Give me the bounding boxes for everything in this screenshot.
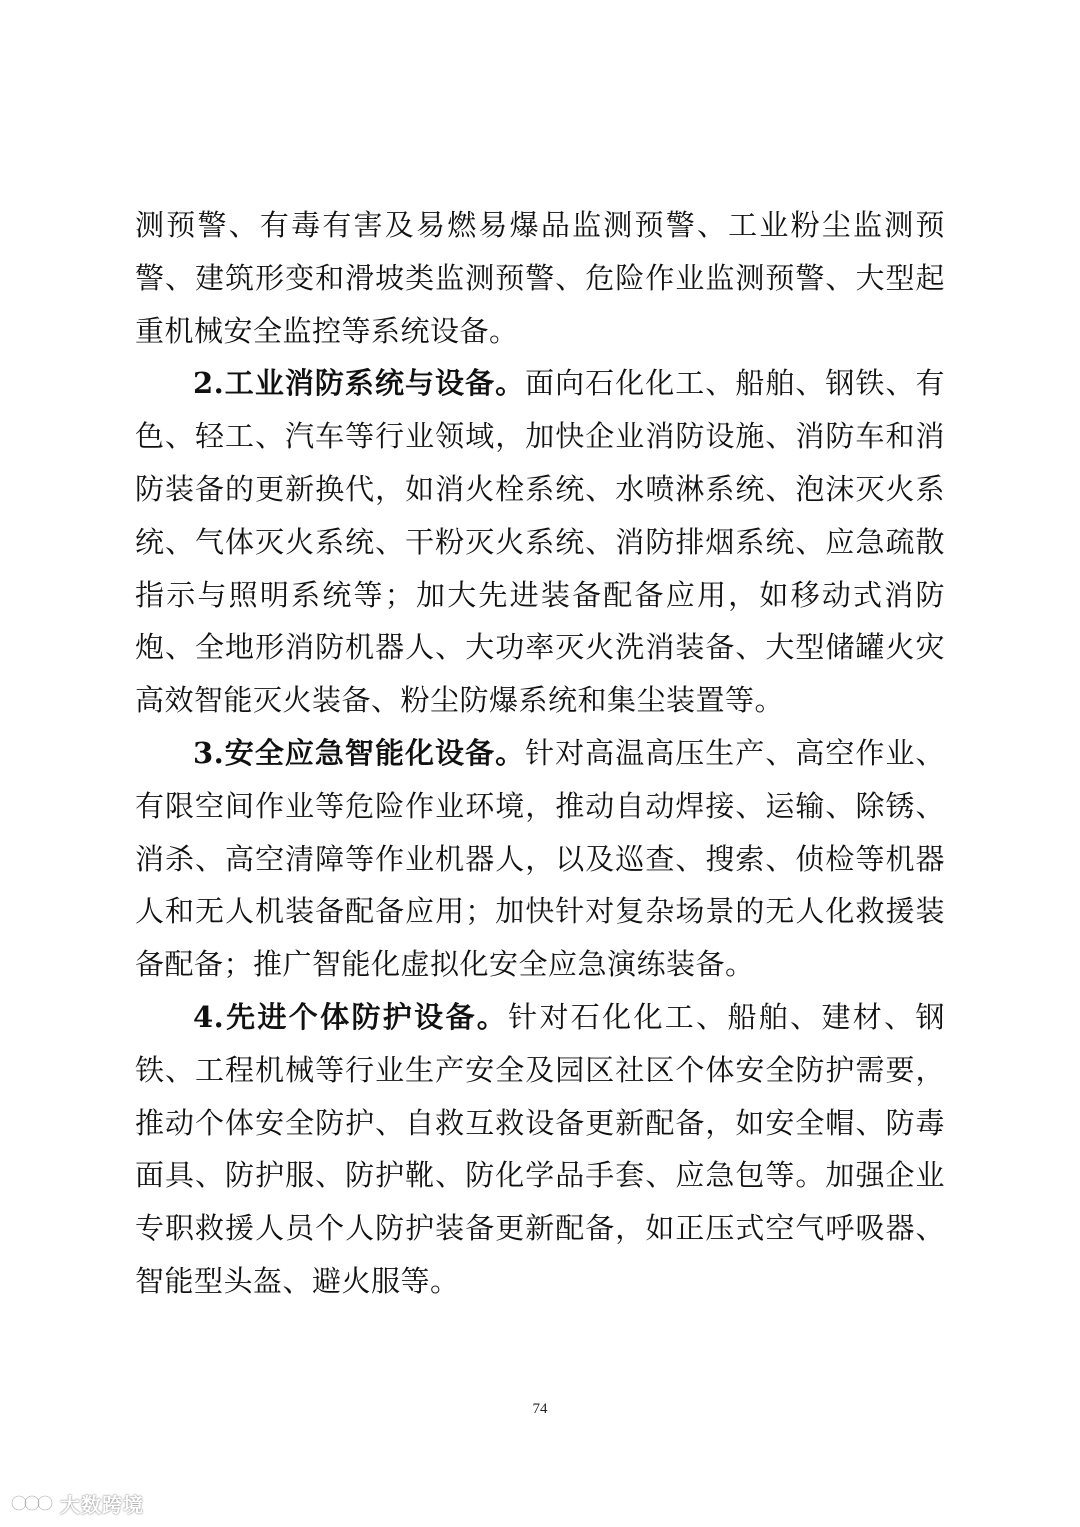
- brand-logo-icon: [10, 1491, 54, 1515]
- document-body: [135, 199, 945, 1308]
- paragraph-personal-protection: [135, 991, 945, 1308]
- page-number: 74: [532, 1401, 548, 1417]
- watermark-text: 大数跨境: [60, 1492, 144, 1517]
- paragraph-heading: 4.先进个体防护设备。: [193, 999, 509, 1034]
- paragraph-text: 针对高温高压生产、高空作业、有限空间作业等危险作业环境，推动自动焊接、运输、除锈、消杀、高空清障等作业机器人，以及巡查、搜索、侦检等机器人和无人机装备配备应用；加快针对复杂场景的无人化救援装备配备；推广智能化虚拟化安全应急演练装备。: [135, 735, 945, 982]
- paragraph-heading: 2.工业消防系统与设备。: [193, 366, 526, 401]
- paragraph-fire-protection: [135, 357, 945, 727]
- paragraph-text: 测预警、有毒有害及易燃易爆品监测预警、工业粉尘监测预警、建筑形变和滑坡类监测预警、危险作业监测预警、大型起重机械安全监控等系统设备。: [135, 208, 945, 348]
- paragraph-heading: 3.安全应急智能化设备。: [193, 735, 526, 770]
- paragraph-text: 面向石化化工、船舶、钢铁、有色、轻工、汽车等行业领域，加快企业消防设施、消防车和消防装备的更新换代，如消火栓系统、水喷淋系统、泡沫灭火系统、气体灭火系统、干粉灭火系统、消防排烟系统、应急疏散指示与照明系统等；加大先进装备配备应用，如移动式消防炮、全地形消防机器人、大功率灭火洗消装备、大型储罐火灾高效智能灭火装备、粉尘防爆系统和集尘装置等。: [135, 366, 945, 718]
- watermark: [10, 1488, 144, 1518]
- paragraph-text: 针对石化化工、船舶、建材、钢铁、工程机械等行业生产安全及园区社区个体安全防护需要，推动个体安全防护、自救互救设备更新配备，如安全帽、防毒面具、防护服、防护靴、防化学品手套、应急包等。加强企业专职救援人员个人防护装备更新配备，如正压式空气呼吸器、智能型头盔、避火服等。: [135, 999, 945, 1298]
- paragraph-smart-equipment: [135, 727, 945, 991]
- paragraph-continuation: [135, 199, 945, 357]
